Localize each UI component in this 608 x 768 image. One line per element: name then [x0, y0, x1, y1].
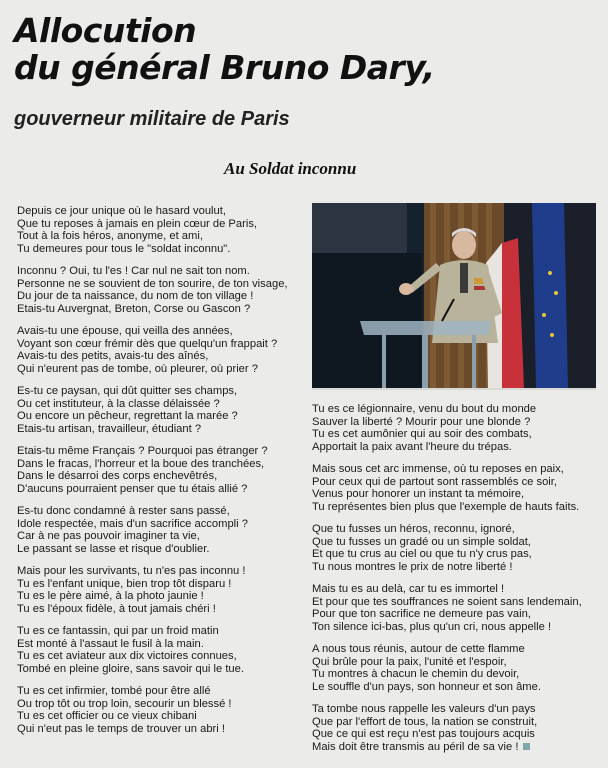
poem-line: Le passant se lasse et risque d'oublier.	[17, 542, 210, 555]
poem-line: Es-tu ce paysan, qui dût quitter ses champs,	[17, 385, 238, 397]
poem-line: Tombé en pleine gloire, sans savoir qui le tue.	[17, 662, 244, 675]
poem-line: Tu nous montres le prix de notre liberté !	[312, 560, 513, 573]
stanza	[312, 403, 600, 453]
stanza	[17, 265, 307, 315]
poem-line: Sauver la liberté ? Mourir pour une blonde ?	[312, 415, 531, 428]
poem-line: Tu es ce fantassin, qui par un froid matin	[17, 625, 219, 637]
poem-left-column	[17, 205, 307, 745]
poem-line: Et pour que tes souffrances ne soient sans lendemain,	[312, 595, 582, 608]
poem-line: Dans le désarroi des corps enchevêtrés,	[17, 470, 218, 482]
stanza	[17, 505, 307, 555]
poem-line: Ou trop tôt ou trop loin, secourir un blessé !	[17, 697, 232, 710]
general-speaking-at-lectern-photo	[312, 203, 596, 390]
poem-line: Qui n'eurent pas de tombe, où pleurer, où prier ?	[17, 362, 258, 375]
poem-line: Tu es l'époux fidèle, à tout jamais chéri !	[17, 602, 216, 615]
poem-line-text: Mais doit être transmis au péril de sa vie !	[312, 740, 519, 753]
poem-line: Avais-tu une épouse, qui veilla des années,	[17, 325, 233, 337]
poem-dedication: Au Soldat inconnu	[224, 159, 357, 178]
stanza	[17, 445, 307, 495]
stanza	[312, 703, 600, 753]
poem-line: Que par l'effort de tous, la nation se construit,	[312, 715, 538, 728]
stanza	[17, 205, 307, 255]
poem-line: Dans le fracas, l'horreur et la boue des tranchées,	[17, 457, 265, 470]
stanza	[17, 565, 307, 615]
poem-line: Ou cet instituteur, à la classe délaissée ?	[17, 397, 220, 410]
end-of-article-square-icon	[523, 743, 530, 750]
poem-line: Que tu fusses un gradé ou un simple soldat,	[312, 535, 531, 548]
poem-line: Etais-tu artisan, travailleur, étudiant ?	[17, 422, 202, 435]
poem-line: Du jour de ta naissance, du nom de ton village !	[17, 290, 254, 302]
stanza	[17, 385, 307, 435]
poem-line: Car à ne pas pouvoir imaginer ta vie,	[17, 530, 200, 542]
stanza	[312, 523, 600, 573]
poem-line: Mais tu es au delà, car tu es immortel !	[312, 583, 505, 595]
poem-line: Apportait la paix avant l'heure du trépas.	[312, 440, 512, 453]
poem-line: Tout à la fois héros, anonyme, et ami,	[17, 230, 203, 242]
poem-line: Etais-tu Auvergnat, Breton, Corse ou Gascon ?	[17, 302, 251, 315]
title-line-1: Allocution	[14, 11, 197, 50]
poem-line: Qui n'eut pas le temps de trouver un abri !	[17, 722, 225, 735]
poem-line: Mais sous cet arc immense, où tu reposes en paix,	[312, 463, 564, 475]
poem-line: Tu es cet officier ou ce vieux chibani	[17, 710, 197, 722]
poem-line: Avais-tu des petits, avais-tu des aînés,	[17, 350, 209, 362]
poem-line: Est monté à l'assaut le fusil à la main.	[17, 637, 204, 650]
poem-line: Idole respectée, mais d'un sacrifice accompli ?	[17, 517, 248, 530]
poem-line: Ta tombe nous rappelle les valeurs d'un pays	[312, 703, 536, 715]
poem-line: Pour ceux qui de partout sont rassemblés ce soir,	[312, 475, 558, 488]
stanza	[17, 685, 307, 735]
poem-line: Ou encore un pêcheur, regrettant la marée ?	[17, 410, 238, 422]
poem-line: Venus pour honorer un instant ta mémoire,	[312, 488, 525, 500]
poem-line: Tu es le père aimé, à la photo jaunie !	[17, 590, 204, 602]
poem-line: D'aucuns pourraient penser que tu étais allié ?	[17, 482, 248, 495]
poem-line: A nous tous réunis, autour de cette flamme	[312, 643, 525, 655]
poem-line: Personne ne se souvient de ton sourire, de ton visage,	[17, 277, 288, 290]
poem-line: Voyant son cœur frémir dès que quelqu'un frappait ?	[17, 337, 278, 350]
poem-line: Le souffle d'un pays, son honneur et son âme.	[312, 680, 541, 693]
poem-line: Tu représentes bien plus que l'exemple de hauts faits.	[312, 500, 580, 513]
poem-line: Depuis ce jour unique où le hasard voulut,	[17, 205, 226, 217]
poem-line: Que tu fusses un héros, reconnu, ignoré,	[312, 523, 515, 535]
poem-line: Ton silence ici-bas, plus qu'un cri, nous appelle !	[312, 620, 552, 633]
stanza	[17, 325, 307, 375]
poem-line: Tu es ce légionnaire, venu du bout du monde	[312, 403, 537, 415]
article-title	[14, 12, 435, 86]
poem-line: Que ce qui est reçu n'est pas toujours acquis	[312, 728, 535, 740]
poem-line: Que tu reposes à jamais en plein cœur de Paris,	[17, 217, 258, 230]
stanza	[312, 583, 600, 633]
poem-right-column	[312, 403, 600, 763]
poem-line: Et que tu crus au ciel ou que tu n'y crus pas,	[312, 548, 532, 560]
poem-line: Etais-tu même Français ? Pourquoi pas étranger ?	[17, 445, 268, 457]
poem-line	[312, 741, 600, 754]
poem-line: Tu es cet aumônier qui au soir des combats,	[312, 428, 532, 440]
stanza	[312, 463, 600, 513]
poem-line: Mais pour les survivants, tu n'es pas inconnu !	[17, 565, 246, 577]
poem-line: Es-tu donc condamné à rester sans passé,	[17, 505, 230, 517]
poem-line: Tu demeures pour tous le "soldat inconnu".	[17, 242, 231, 255]
stanza	[17, 625, 307, 675]
stanza	[312, 643, 600, 693]
title-line-2: du général Bruno Dary,	[14, 48, 435, 87]
poem-line: Pour que ton sacrifice ne demeure pas vain,	[312, 608, 531, 620]
poem-line: Inconnu ? Oui, tu l'es ! Car nul ne sait ton nom.	[17, 265, 250, 277]
poem-line: Tu es cet infirmier, tombé pour être allé	[17, 685, 211, 697]
poem-line: Tu es l'enfant unique, bien trop tôt disparu !	[17, 577, 232, 590]
poem-line: Qui brûle pour la paix, l'unité et l'espoir,	[312, 655, 507, 668]
poem-line: Tu es cet aviateur aux dix victoires connues,	[17, 650, 237, 662]
poem-line: Tu montres à chacun le chemin du devoir,	[312, 668, 520, 680]
article-subtitle: gouverneur militaire de Paris	[14, 108, 290, 130]
